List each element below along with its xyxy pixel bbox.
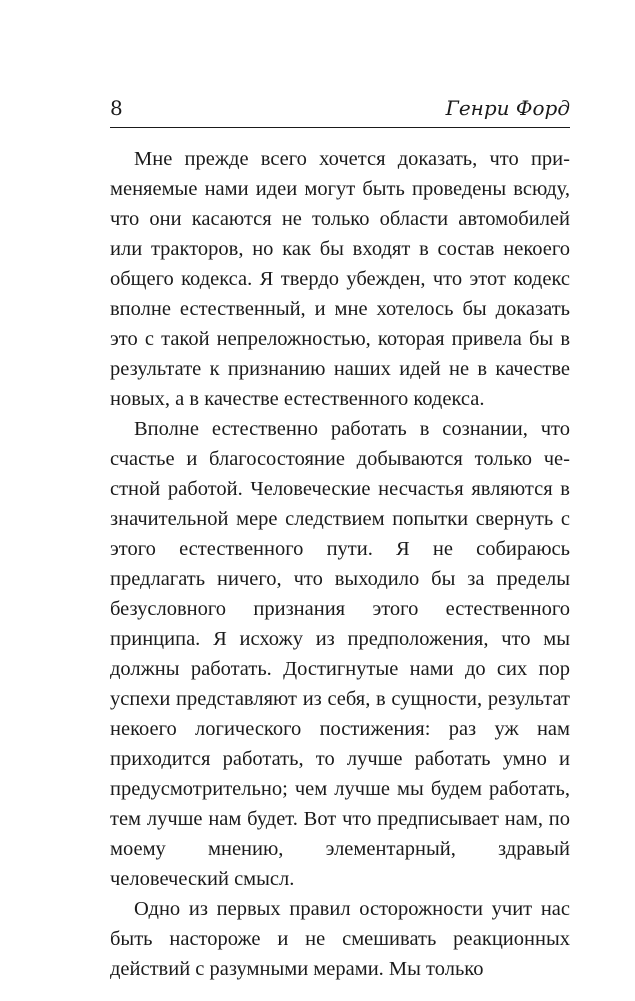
running-header (110, 95, 570, 121)
header-rule (110, 127, 570, 128)
book-page (110, 95, 570, 984)
page-number: 8 (110, 96, 123, 120)
paragraph: Мне прежде всего хочется доказать, что применяемые нами идеи могут быть проведены всюду, что они касаются не только области автомобилей или тракторов, но как бы входят в состав некоего общего кодекса. Я твердо убежден, что этот кодекс вполне естественный, и мне хотелось бы доказать это с такой непреложностью, которая привела бы в результате к признанию наших идей не в качестве новых, а в качестве естественного кодекса. (110, 148, 570, 410)
paragraph: Одно из первых правил осторожности учит нас быть настороже и не смешивать реакционных действий с разумными мерами. Мы только (110, 898, 570, 980)
paragraph: Вполне естественно работать в сознании, что счастье и благосостояние добываются только честной работой. Человеческие несчастья являются в значительной мере следствием попытки свернуть с этого естественного пути. Я не собираюсь предлагать ничего, что выходило бы за пределы безусловного признания этого естественного принципа. Я исхожу из предположения, что мы должны работать. Достигнутые нами до сих пор успехи представляют из себя, в сущности, результат некоего логического постижения: раз уж нам приходится работать, то лучше работать умно и предусмотрительно; чем лучше мы будем работать, тем лучше нам будет. Вот что предписывает нам, по моему мнению, элементарный, здравый человеческий смысл. (110, 418, 570, 890)
running-title: Генри Форд (445, 96, 570, 120)
page-body (110, 144, 570, 984)
